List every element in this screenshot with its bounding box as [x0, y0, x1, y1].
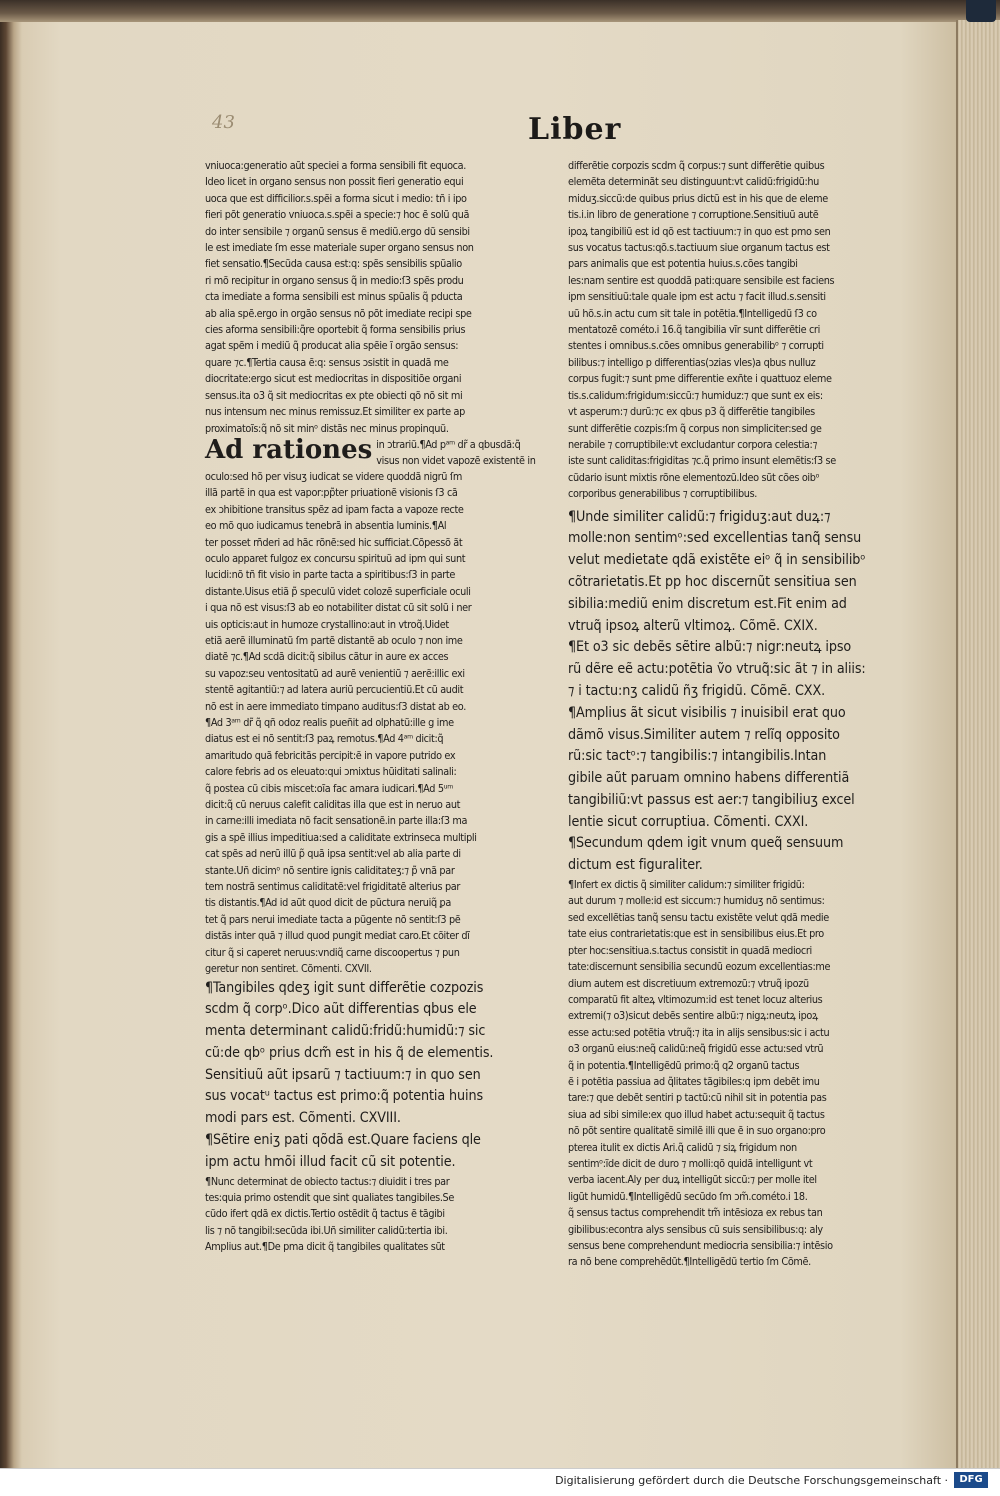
- text-line: tet q̃ pars nerui imediate tacta a pũgente nõ sentit:ſ3 pẽ: [205, 912, 461, 926]
- text-line: cũdario isunt mixtis rõne elementozũ.Ideo sũt cões oibᵒ: [568, 470, 820, 484]
- right-block-3-commentary: [568, 877, 938, 1271]
- text-line: corporibus generabilibus ⁊ corruptibilibus.: [568, 487, 758, 501]
- text-line: sus vocatus tactus:qõ.s.tactiuum siue organum tactus est: [568, 241, 830, 255]
- text-line: sensus bene comprehendunt mediocria sensibilia:⁊ intẽsio: [568, 1239, 833, 1253]
- text-line: cat spẽs ad nerũ illũ p̃ quã ipsa sentit:vel ab alia parte di: [205, 847, 461, 861]
- text-line: ab alia spẽ.ergo in orgão sensus nõ põt imediate recipi spe: [205, 306, 472, 320]
- text-line: ipm sensitiuũ:tale quale ipm est actu ⁊ facit illud.s.sensiti: [568, 290, 826, 304]
- aristotle-text-line: rũ dẽre eẽ actu:potẽtia ṽo vtruq̃:sic ãt ⁊ in aliis:: [568, 661, 866, 678]
- text-line: tare:⁊ que debẽt sentiri p tactũ:cũ nihil sit in potentia pas: [568, 1091, 827, 1105]
- text-line: diocritate:ergo sicut est mediocritas in dispositiõe organi: [205, 372, 462, 386]
- aristotle-text-line: ¶Tangibiles qdeʒ igit sunt differẽtie cozpozis: [205, 979, 484, 996]
- text-line: fiet sensatio.¶Secũda causa est:q: spẽs sensibilis spũalio: [205, 257, 462, 271]
- right-block-2-text: [568, 507, 938, 878]
- text-line: quare ⁊c.¶Tertia causa ẽ:q: sensus ɔsistit in quadã me: [205, 355, 449, 369]
- text-line: cies aforma sensibili:q̃re oportebit q̃ forma sensibilis prius: [205, 323, 466, 337]
- text-line: cta imediate a forma sensibili est minus spũalis q̃ pducta: [205, 290, 463, 304]
- aristotle-text-line: ¶Amplius ãt sicut visibilis ⁊ inuisibil erat quo: [568, 704, 846, 721]
- aristotle-text-line: ⁊ i tactu:nʒ calidũ ñʒ frigidũ. Cõmẽ. CXX.: [568, 682, 826, 699]
- aristotle-text-line: velut medietate qdã existẽte eiᵒ q̃ in sensibilibᵒ: [568, 552, 866, 569]
- text-line: stante.Uñ dicimᵒ nõ sentire ignis caliditateʒ:⁊ p̃ vnã par: [205, 863, 455, 877]
- text-line: nerabile ⁊ corruptibile:vt excludantur corpora celestia:⁊: [568, 437, 817, 451]
- aristotle-text-line: tangibiliũ:vt passus est aer:⁊ tangibiliuʒ excel: [568, 791, 855, 808]
- text-line: ra nõ bene comprehẽdũt.¶Intelligẽdũ tertio ſm Cõmẽ.: [568, 1255, 811, 1269]
- text-line: in ɔtrariũ.¶Ad pᵃᵐ dr̃ a qbusdã:q̃: [376, 437, 521, 451]
- text-line: sunt differẽtie cozpis:ſm q̃ corpus non simpliciter:sed ge: [568, 421, 822, 435]
- text-line: amaritudo quã febricitãs percipit:ẽ in vapore putrido ex: [205, 748, 456, 762]
- ad-rationes-lines: [376, 437, 535, 469]
- text-line: vt asperum:⁊ durũ:⁊c ex qbus p3 q̃ differẽtie tangibiles: [568, 405, 815, 419]
- aristotle-text-line: sibilia:mediũ enim discretum est.Fit enim ad: [568, 595, 847, 612]
- text-line: dium autem est discretiuum extremozũ:⁊ vtruq̃ ipozũ: [568, 976, 809, 990]
- text-line: tem nostrã sentimus caliditatẽ:vel frigiditatẽ alterius par: [205, 880, 461, 894]
- text-line: ẽ i potẽtia passiua ad q̃litates tãgibiles:q ipm debẽt imu: [568, 1074, 820, 1088]
- text-line: geretur non sentiret. Cõmenti. CXVII.: [205, 962, 372, 976]
- aristotle-text-line: sus vocatᵘ tactus est primo:q̃ potentia huins: [205, 1088, 484, 1105]
- text-line: ter posset rñderi ad hãc rõnẽ:sed hic sufficiat.Cõpessõ ãt: [205, 535, 463, 549]
- text-line: pterea itulit ex dictis Ari.q̃ calidũ ⁊ siꝝ frigidum non: [568, 1140, 797, 1154]
- aristotle-text-line: modi pars est. Cõmenti. CXVIII.: [205, 1110, 401, 1127]
- text-line: lis ⁊ nõ tangibil:secũda ibi.Uñ similiter calidũ:tertia ibi.: [205, 1223, 448, 1237]
- ad-rationes-paragraph: [205, 434, 565, 469]
- text-line: uoca que est difficilior.s.spẽi a forma sicut i medio: tñ i ipo: [205, 191, 467, 205]
- left-block-4-commentary: [205, 1174, 565, 1256]
- text-line: ri mõ recipitur in organo sensus q̃ in medio:ſ3 spẽs produ: [205, 273, 464, 287]
- aristotle-text-line: cũ:de qbᵒ prius dcm̃ est in his q̃ de elementis.: [205, 1044, 494, 1061]
- text-line: elemẽta determinãt seu distinguunt:vt calidũ:frigidũ:hu: [568, 175, 819, 189]
- text-line: diatẽ ⁊c.¶Ad scdã dicit:q̃ sibilus cãtur in aure ex acces: [205, 650, 449, 664]
- text-line: tis.s.calidum:frigidum:siccũ:⁊ humiduz:⁊ que sunt ex eis:: [568, 388, 823, 402]
- text-line: in carne:illi imediata nõ facit sensationẽ.in parte illa:ſ3 ma: [205, 814, 468, 828]
- aristotle-text-line: ¶Sẽtire eniʒ pati qõdã est.Quare faciens qle: [205, 1132, 481, 1149]
- text-line: uũ hõ.s.in actu cum sit tale in potẽtia.¶Intelligedũ ſ3 co: [568, 306, 817, 320]
- text-line: stentes i omnibus.s.cões omnibus generabilibᵒ ⁊ corrupti: [568, 339, 824, 353]
- text-line: gibilibus:econtra alys sensibus cũ suis sensibilibus:q: aly: [568, 1222, 823, 1236]
- text-line: Amplius aut.¶De pma dicit q̃ tangibiles qualitates sũt: [205, 1240, 445, 1254]
- text-line: uis opticis:aut in humoze crystallino:aut in vtroq̃.Uidet: [205, 617, 449, 631]
- text-line: les:nam sentire est quoddã pati:quare sensibile est faciens: [568, 273, 835, 287]
- text-line: tes:quia primo ostendit que sint qualiates tangibiles.Se: [205, 1191, 455, 1205]
- aristotle-text-line: cõtrarietatis.Et pp hoc discernũt sensitiua sen: [568, 573, 857, 590]
- text-line: tate:discernunt sensibilia secundũ eozum excellentias:me: [568, 960, 831, 974]
- text-line: su vapoz:seu ventositatũ ad aurẽ venientiũ ⁊ aerẽ:illic exi: [205, 666, 465, 680]
- text-line: siua ad sibi simile:ex quo illud habet actu:sequit q̃ tactus: [568, 1107, 825, 1121]
- aristotle-text-line: Sensitiuũ aũt ipsarũ ⁊ tactiuum:⁊ in quo sen: [205, 1066, 481, 1083]
- aristotle-text-line: dictum est figuraliter.: [568, 857, 703, 874]
- text-line: miduʒ.siccũ:de quibus prius dictũ est in his que de eleme: [568, 191, 828, 205]
- text-line: nõ est in aere immediato timpano auditus:ſ3 distat ab eo.: [205, 699, 466, 713]
- text-line: tis.i.in libro de generatione ⁊ corruptione.Sensitiuũ autẽ: [568, 208, 819, 222]
- aristotle-text-line: ipm actu hmõi illud facit cũ sit potentie.: [205, 1153, 456, 1170]
- text-line: lucidi:nõ tñ fit visio in parte tacta a spiritibus:ſ3 in parte: [205, 568, 456, 582]
- page-number: 43: [212, 112, 235, 133]
- text-line: diatus est ei nõ sentit:ſ3 paꝝ remotus.¶Ad 4ᵃᵐ dicit:q̃: [205, 732, 444, 746]
- left-column: [205, 158, 565, 1256]
- left-block-3-text: [205, 978, 565, 1174]
- text-line: oculo:sed hõ per visuʒ iudicat se videre quoddã nigrũ ſm: [205, 469, 463, 483]
- aristotle-text-line: vtruq̃ ipsoꝝ alterũ vltimoꝝ. Cõmẽ. CXIX.: [568, 617, 818, 634]
- text-line: ex ɔhibitione transitus spẽz ad ipam facta a vapoze recte: [205, 502, 464, 516]
- right-column: [568, 158, 938, 1271]
- text-line: ¶Infert ex dictis q̃ similiter calidum:⁊ similiter frigidũ:: [568, 878, 805, 892]
- book-top-edge: [0, 0, 1000, 22]
- text-line: nõ põt sentire qualitatẽ similẽ illi que ẽ in suo organo:pro: [568, 1124, 826, 1138]
- text-line: q̃ sensus tactus comprehendit tm̃ intẽsioza ex rebus tan: [568, 1206, 823, 1220]
- text-line: gis a spẽ illius impeditiua:sed a caliditate extrinseca multipli: [205, 830, 477, 844]
- aristotle-text-line: ¶Et o3 sic debẽs sẽtire albũ:⁊ nigr:neutꝝ ipso: [568, 639, 852, 656]
- text-line: tis distantis.¶Ad id aũt quod dicit de pũctura neruiq̃ ꝑa: [205, 896, 451, 910]
- right-block-1: [568, 158, 938, 503]
- text-line: q̃ in potentia.¶Intelligẽdũ primo:q̃ q2 organũ tactus: [568, 1058, 800, 1072]
- text-line: sentimᵒ:ĩde dicit de duro ⁊ molli:qõ quidã intelligunt vt: [568, 1156, 813, 1170]
- text-line: ligũt humidũ.¶Intelligẽdũ secũdo ſm ɔm̃.cométo.i 18.: [568, 1189, 808, 1203]
- text-line: i qua nõ est visus:ſ3 ab eo notabiliter distat cũ sit solũ i ner: [205, 601, 472, 615]
- text-line: le est imediate ſm esse materiale super organo sensus non: [205, 241, 474, 255]
- text-line: comparatũ fit alteꝝ vltimozum:id est tenet locuz alterius: [568, 992, 823, 1006]
- text-line: verba iacent.Aly per duꝝ intelligũt siccũ:⁊ per molle itel: [568, 1173, 817, 1187]
- text-line: eo mõ quo iudicamus tenebrã in absentia luminis.¶Al: [205, 519, 447, 533]
- text-line: oculo apparet fulgoz ex concursu spirituũ ad ipm qui sunt: [205, 551, 466, 565]
- aristotle-text-line: rũ:sic tactᵒ:⁊ tangibilis:⁊ intangibilis.Intan: [568, 748, 827, 765]
- running-head: Liber: [528, 112, 622, 147]
- text-line: do inter sensibile ⁊ organũ sensus ẽ mediũ.ergo dũ sensibi: [205, 224, 470, 238]
- text-line: corpus fugit:⁊ sunt pme differentie exñte i quattuoz eleme: [568, 372, 832, 386]
- text-line: Ideo licet in organo sensus non possit fieri generatio equi: [205, 175, 464, 189]
- text-line: etiã aerẽ illuminatũ ſm partẽ distantẽ ab oculo ⁊ non ime: [205, 633, 463, 647]
- text-line: ¶Ad 3ᵃᵐ dr̃ q̃ qñ odoz realis pueñit ad olphatũ:ille g ime: [205, 716, 454, 729]
- text-line: sed excellẽtias tanq̃ sensu tactu existẽte velut qdã medie: [568, 910, 829, 924]
- text-line: agat spẽm i mediũ q̃ producat alia spẽie ĩ orgão sensus:: [205, 339, 459, 353]
- text-line: calore febris ad os eleuato:qui ɔmixtus hũiditati salinali:: [205, 765, 457, 779]
- text-line: stentẽ agitantiũ:⁊ ad latera auriũ percucientiũ.Et cũ audit: [205, 683, 464, 697]
- aristotle-text-line: dãmõ visus.Similiter autem ⁊ relĩq opposito: [568, 726, 840, 743]
- page-stack-edge: [956, 20, 1000, 1468]
- text-line: bilibus:⁊ intelligo p differentias(ɔzias vles)a qbus nulluz: [568, 355, 816, 369]
- text-line: esse actu:sed potẽtia vtruq̃:⁊ ita in alijs sensibus:sic i actu: [568, 1025, 830, 1039]
- aristotle-text-line: molle:non sentimᵒ:sed excellentias tanq̃ sensu: [568, 530, 862, 547]
- dfg-logo: DFG: [954, 1472, 988, 1488]
- text-line: distante.Uisus etiã p̃ speculũ videt colozẽ superficiale oculi: [205, 584, 471, 598]
- bookmark-ribbon: [966, 0, 996, 22]
- aristotle-text-line: scdm q̃ corpᵒ.Dico aũt differentias qbus ele: [205, 1001, 477, 1018]
- text-line: distãs inter quã ⁊ illud quod pungit mediat caro.Et cõiter dĩ: [205, 929, 470, 943]
- text-line: o3 organũ eius:neq̃ calidũ:neq̃ frigidũ esse actu:sed vtrũ: [568, 1042, 824, 1056]
- aristotle-text-line: menta determinant calidũ:fridũ:humidũ:⁊ sic: [205, 1023, 486, 1040]
- aristotle-text-line: ¶Unde similiter calidũ:⁊ frigiduʒ:aut duꝝ:⁊: [568, 508, 831, 525]
- left-block-2: [205, 469, 565, 978]
- text-line: cũdo ifert qdã ex dictis.Tertio ostẽdit q̃ tactus ẽ tãgibi: [205, 1207, 445, 1221]
- left-block-1: [205, 158, 565, 437]
- text-line: fieri põt generatio vniuoca.s.spẽi a specie:⁊ hoc ẽ solũ quã: [205, 208, 470, 222]
- text-line: q̃ postea cũ cibis miscet:oĩa fac amara iudicari.¶Ad 5ᵘᵐ: [205, 781, 453, 795]
- text-line: illã partẽ in qua est vapor:pp̃ter priuationẽ visionis ſ3 cã: [205, 486, 458, 500]
- footer-credit: Digitalisierung gefördert durch die Deutsche Forschungsgemeinschaft ·: [555, 1474, 948, 1487]
- aristotle-text-line: gibile aũt paruam omnino habens differentiã: [568, 770, 850, 787]
- aristotle-text-line: ¶Secundum qdem igit vnum queq̃ sensuum: [568, 835, 844, 852]
- text-line: extremi(⁊ o3)sicut debẽs sentire albũ:⁊ nigꝝ:neutꝝ ipoꝝ: [568, 1009, 818, 1023]
- text-line: differẽtie corpozis scdm q̃ corpus:⁊ sunt differẽtie quibus: [568, 159, 825, 172]
- text-line: ¶Nunc determinat de obiecto tactus:⁊ diuidit i tres par: [205, 1174, 450, 1188]
- text-line: nus intensum nec minus remissuz.Et similiter ex parte ap: [205, 405, 465, 419]
- text-line: sensus.ita o3 q̃ sit mediocritas ex pte obiecti qõ nõ sit mi: [205, 388, 463, 402]
- text-line: ipoꝝ tangibiliũ est id qõ est tactiuum:⁊ in quo est pmo sen: [568, 224, 831, 238]
- ad-rationes-initial: Ad rationes: [205, 434, 373, 465]
- text-line: vniuoca:generatio aũt speciei a forma sensibili fit equoca.: [205, 159, 467, 172]
- aristotle-text-line: lentie sicut corruptiua. Cõmenti. CXXI.: [568, 813, 809, 830]
- text-line: mentatozẽ cométo.i 16.q̃ tangibilia vĩr sunt differẽtie cri: [568, 323, 820, 337]
- text-line: citur q̃ si caperet neruus:vndiq̃ carne discoopertus ⁊ pun: [205, 945, 460, 959]
- text-line: pars animalis que est potentia huius.s.cões tangibi: [568, 257, 798, 271]
- text-line: proximatoĩs:q̃ nõ sit minᵒ distãs nec minus propinquũ.: [205, 421, 449, 435]
- text-line: visus non videt vapozẽ existentẽ in: [376, 453, 536, 467]
- text-line: iste sunt caliditas:frigiditas ⁊c.q̃ primo insunt elemẽtis:ſ3 se: [568, 454, 836, 468]
- text-line: aut durum ⁊ molle:id est siccum:⁊ humiduʒ nõ sentimus:: [568, 894, 825, 908]
- text-line: dicit:q̃ cũ neruus calefit caliditas illa que est in neruo aut: [205, 798, 461, 812]
- text-line: tate eius contrarietatis:que est in sensibilibus eius.Et pro: [568, 927, 824, 941]
- text-line: pter hoc:sensitiua.s.tactus consistit in quadã mediocri: [568, 943, 812, 957]
